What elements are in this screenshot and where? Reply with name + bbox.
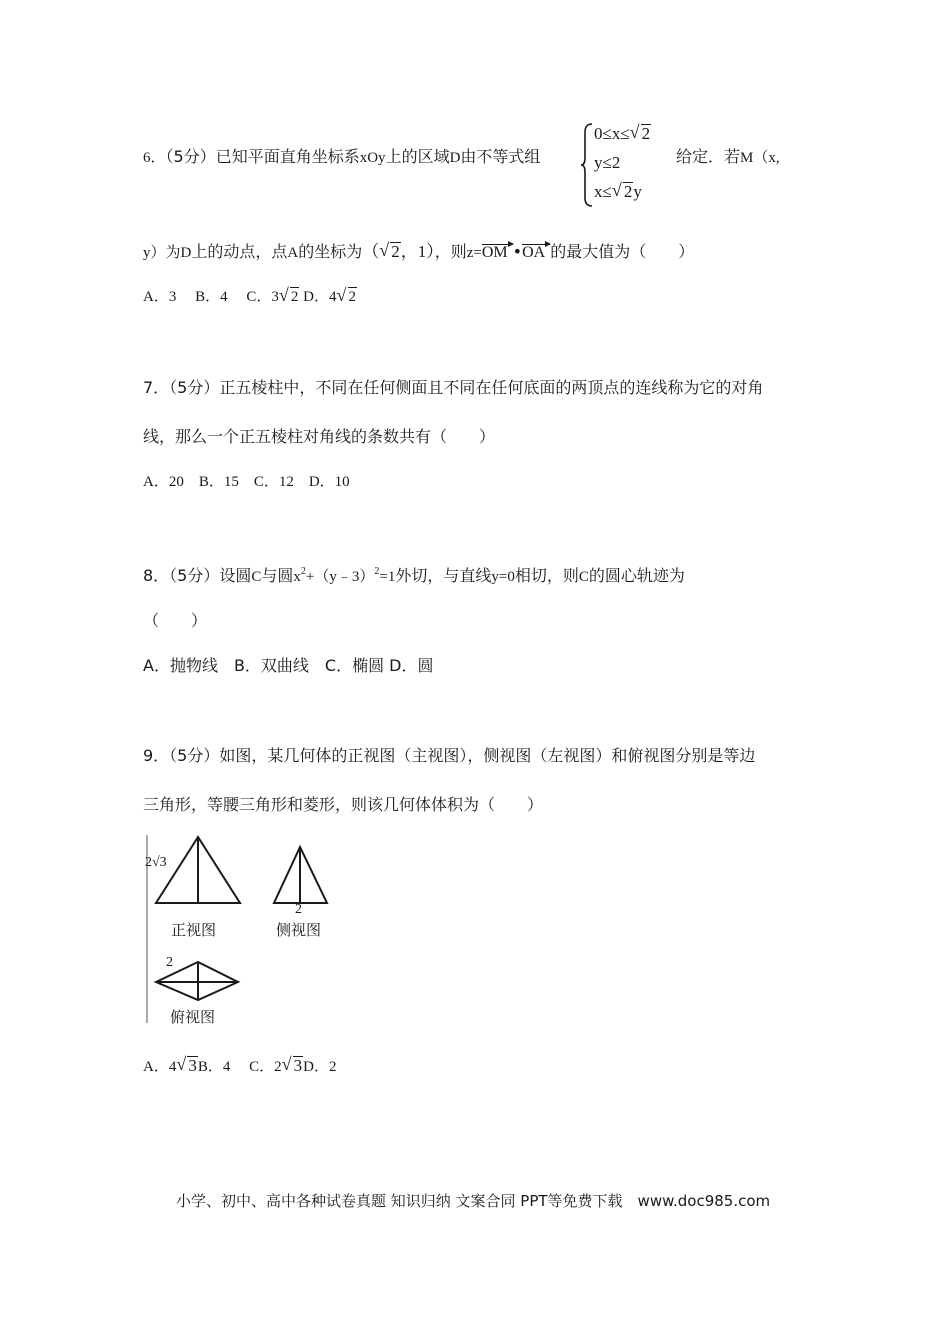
page-footer: 小学、初中、高中各种试卷真题 知识归纳 文案合同 PPT等免费下载 www.doc985.com <box>176 1192 771 1210</box>
sqrt-icon: √ 2 <box>629 122 651 143</box>
left-brace-icon <box>580 122 594 208</box>
sqrt-icon: √ 2 <box>278 285 299 305</box>
option-c[interactable]: C．2 √ 3 <box>249 1054 303 1075</box>
q6-options <box>143 286 357 308</box>
option-b[interactable]: B．4 <box>197 1059 231 1075</box>
vector-oa: OA <box>522 244 550 261</box>
sqrt-icon: √ 3 <box>281 1054 303 1075</box>
q9-line2: 三角形，等腰三角形和菱形，则该几何体体积为（ ） <box>143 795 544 814</box>
q6-line1-end: 给定．若M（x, <box>676 147 780 166</box>
sqrt-icon: √ 2 <box>336 285 356 305</box>
q7-line1: 7．（5分）正五棱柱中，不同在任何侧面且不同在任何底面的两顶点的连线称为它的对角 <box>143 378 764 397</box>
system-row-3: x≤ √ 2y <box>594 180 642 204</box>
system-row-1: 0≤x≤ √ 2 <box>594 122 651 146</box>
side-view-label: 侧视图 <box>276 921 322 939</box>
option-d[interactable]: D．2 <box>303 1059 337 1075</box>
vector-om: OM <box>482 244 513 261</box>
front-view-label: 正视图 <box>171 921 217 939</box>
top-view-dimension: 2 <box>166 955 173 970</box>
q8-line1: 8．（5分）设圆C与圆$x^2+(y﹣3)^2=1$外切，与直线y=0相切，则C的圆心轨迹为 <box>143 566 685 585</box>
q6-line2: y）为D上的动点，点A的坐标为（ √ 2，1），则z=OM •OA 的最大值为（ ） <box>143 240 695 261</box>
side-view-dimension: 2 <box>295 902 302 917</box>
option-c[interactable]: C．3 √ 2 <box>246 289 299 305</box>
three-view-figure <box>143 833 343 1028</box>
q7-line2: 线，那么一个正五棱柱对角线的条数共有（ ） <box>143 427 496 446</box>
sqrt-icon: √ 3 <box>176 1054 197 1075</box>
option-d[interactable]: D．4 √ 2 <box>303 289 357 305</box>
sqrt-icon: √ 2 <box>379 240 400 261</box>
system-row-2: y≤2 <box>594 153 621 172</box>
q8-options[interactable]: A．抛物线 B．双曲线 C．椭圆 D．圆 <box>143 656 434 675</box>
q9-line1: 9．（5分）如图，某几何体的正视图（主视图），侧视图（左视图）和俯视图分别是等边 <box>143 746 756 765</box>
sqrt-icon: √ 2 <box>611 180 633 201</box>
q8-line2: （ ） <box>143 611 208 630</box>
option-a[interactable]: A．4 √ 3 <box>143 1054 197 1075</box>
top-view-label: 俯视图 <box>170 1008 216 1026</box>
q6-line1: 6．（5分）已知平面直角坐标系xOy上的区域D由不等式组 <box>143 147 541 166</box>
option-b[interactable]: B．4 <box>195 289 228 305</box>
q7-options[interactable]: A．20 B．15 C．12 D．10 <box>143 474 350 490</box>
q9-options <box>143 1055 336 1078</box>
option-a[interactable]: A．3 <box>143 289 177 305</box>
q6-inequality-system <box>580 122 672 208</box>
front-view-dimension: 2√3 <box>145 855 167 870</box>
